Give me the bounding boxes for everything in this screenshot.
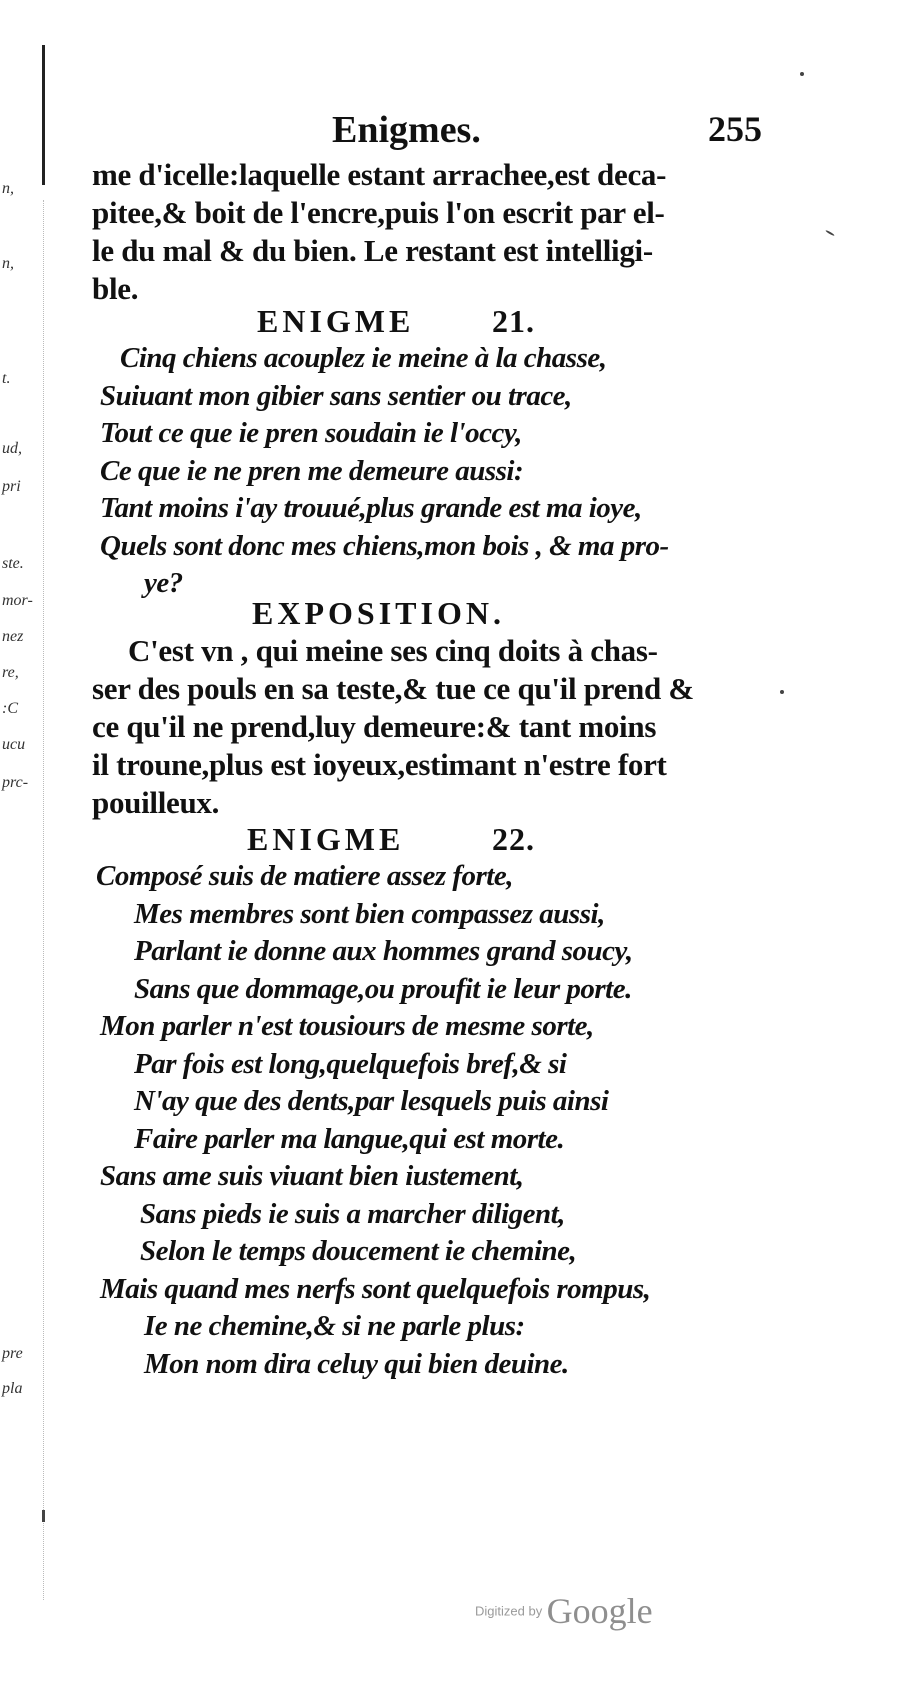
margin-dotted-rule	[43, 200, 45, 1600]
verse-line: Tant moins i'ay trouué,plus grande est ma ioye,	[100, 492, 642, 524]
verse-line: N'ay que des dents,par lesquels puis ainsi	[134, 1085, 609, 1117]
google-wordmark: Google	[546, 1591, 653, 1631]
enigme-21	[92, 302, 772, 603]
margin-fragment: :C	[2, 700, 18, 717]
enigme-22	[92, 820, 772, 1383]
ink-speck	[780, 690, 784, 694]
margin-fragment: prc-	[2, 774, 29, 791]
verse-line: Ce que ie ne pren me demeure aussi:	[100, 454, 524, 487]
margin-fragment: t.	[2, 370, 11, 387]
verse-line: Suiuant mon gibier sans sentier ou trace,	[100, 379, 572, 412]
verse-line: Sans que dommage,ou proufit ie leur porte.	[134, 972, 632, 1005]
enigme-number: 21.	[492, 303, 535, 339]
margin-binding-rule	[42, 45, 45, 185]
text-line: ce qu'il ne prend,luy demeure:& tant moins	[92, 709, 657, 744]
verse-line: Selon le temps doucement ie chemine,	[140, 1235, 577, 1267]
verse-line: Ie ne chemine,& si ne parle plus:	[144, 1310, 525, 1342]
enigme-heading	[92, 820, 772, 858]
exposition-heading: EXPOSITION.	[252, 595, 505, 631]
text-line: pitee,& boit de l'encre,puis l'on escrit par el-	[92, 195, 665, 230]
enigme-title: ENIGME	[257, 303, 415, 339]
margin-fragment: re,	[2, 664, 19, 681]
verse-line: Mon parler n'est tousiours de mesme sorte,	[100, 1010, 594, 1042]
verse-line: Mon nom dira celuy qui bien deuine.	[144, 1347, 569, 1380]
page-number: 255	[708, 109, 762, 149]
ink-speck	[800, 72, 804, 76]
verse-line: Sans pieds ie suis a marcher diligent,	[140, 1197, 565, 1230]
page-header	[92, 108, 772, 158]
text-line: me d'icelle:laquelle estant arrachee,est deca-	[92, 157, 667, 192]
verse-line: Mais quand mes nerfs sont quelquefois rompus,	[100, 1272, 651, 1305]
margin-fragment: pri	[2, 478, 21, 495]
verse-line: Tout ce que ie pren soudain ie l'occy,	[100, 417, 522, 449]
verse-line: Mes membres sont bien compassez aussi,	[134, 897, 605, 930]
exposition	[92, 594, 772, 822]
margin-fragment: mor-	[2, 592, 33, 609]
enigme-title: ENIGME	[247, 821, 405, 857]
verse-line: Composé suis de matiere assez forte,	[96, 860, 513, 892]
text-line: pouilleux.	[92, 785, 220, 820]
verse-line: Cinq chiens acouplez ie meine à la chasse,	[120, 342, 607, 374]
margin-fragment: ud,	[2, 440, 22, 457]
verse-line: Quels sont donc mes chiens,mon bois , & ma pro-	[100, 529, 669, 562]
margin-fragment: nez	[2, 628, 24, 645]
enigme-heading	[92, 302, 772, 340]
verse-line: ye?	[144, 567, 183, 599]
running-title: Enigmes.	[332, 109, 481, 151]
ink-speck	[42, 1510, 45, 1522]
margin-fragment: ste.	[2, 555, 24, 572]
margin-fragment: pre	[2, 1345, 23, 1362]
ink-speck	[825, 230, 835, 237]
verse-line: Sans ame suis viuant bien iustement,	[100, 1160, 524, 1192]
margin-fragment: n,	[2, 180, 14, 197]
verse-line: Par fois est long,quelquefois bref,& si	[134, 1047, 567, 1080]
text-line: ble.	[92, 271, 139, 306]
verse-line: Faire parler ma langue,qui est morte.	[134, 1122, 565, 1155]
digitized-label: Digitized by	[475, 1603, 543, 1619]
intro-paragraph	[92, 156, 772, 308]
text-line: ser des pouls en sa teste,& tue ce qu'il prend &	[92, 671, 694, 706]
digitized-watermark	[475, 1590, 653, 1632]
enigme-number: 22.	[492, 821, 535, 857]
verse-line: Parlant ie donne aux hommes grand soucy,	[134, 935, 633, 967]
margin-fragment: pla	[2, 1380, 23, 1397]
text-line: C'est vn , qui meine ses cinq doits à chas-	[128, 633, 658, 668]
margin-fragment: ucu	[2, 736, 26, 753]
text-line: il troune,plus est ioyeux,estimant n'estre fort	[92, 747, 667, 782]
text-line: le du mal & du bien. Le restant est intelligi-	[92, 233, 653, 268]
margin-fragment: n,	[2, 255, 14, 272]
